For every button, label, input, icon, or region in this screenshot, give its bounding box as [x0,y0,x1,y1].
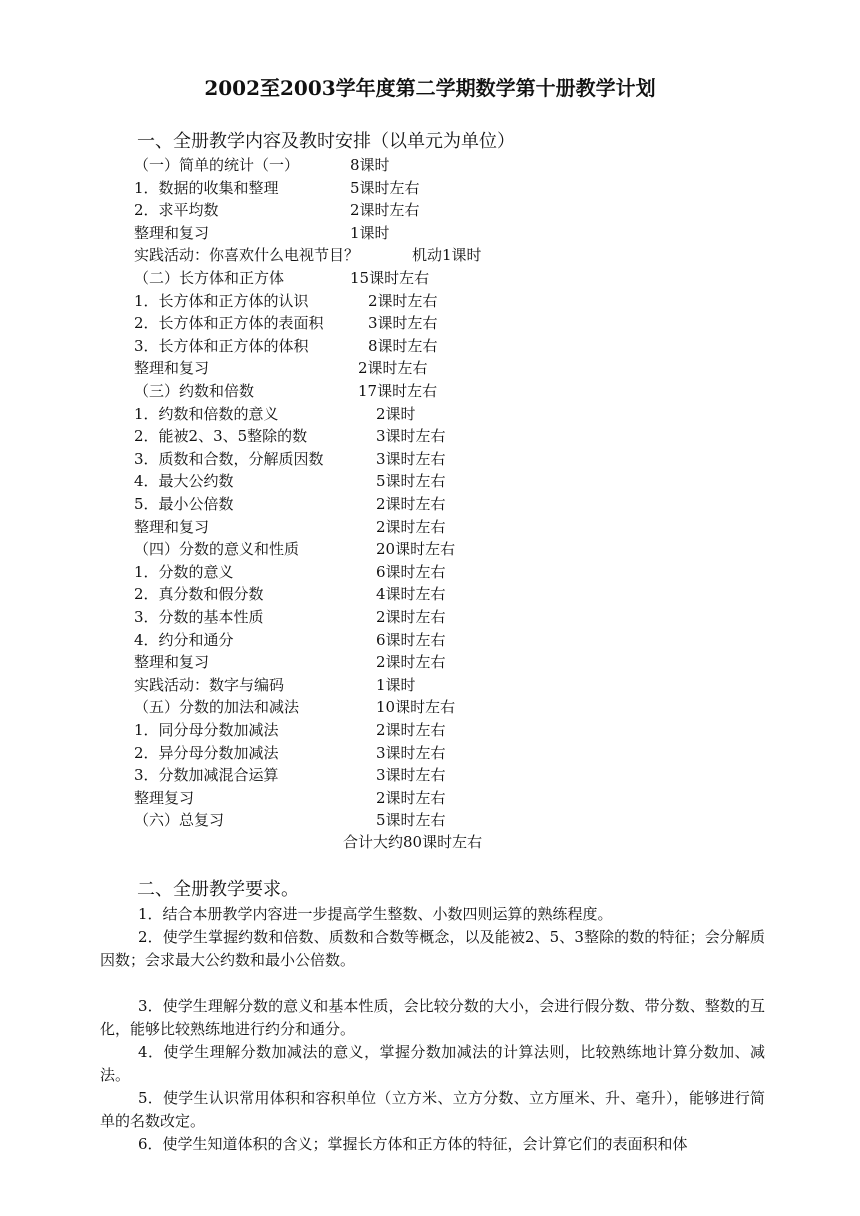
schedule-row-hours: 5课时左右 [376,472,446,490]
schedule-row-hours: 3课时左右 [376,766,446,784]
schedule-row-label: 2．长方体和正方体的表面积 [134,314,324,332]
schedule-row-hours: 2课时左右 [376,608,446,626]
schedule-row-label: 2．真分数和假分数 [134,585,264,603]
schedule-row-label: （一）简单的统计（一） [134,156,300,174]
schedule-row-hours: 1课时 [350,224,390,242]
schedule-row-label: 整理和复习 [134,518,210,536]
schedule-row-hours: 3课时左右 [376,427,446,445]
schedule-row-label: （二）长方体和正方体 [134,269,285,287]
schedule-row-label: 2．求平均数 [134,201,219,219]
schedule-row-hours: 15课时左右 [350,269,430,287]
schedule-row-hours: 3课时左右 [376,450,446,468]
schedule-row-label: （六）总复习 [134,811,225,829]
requirement-paragraph-2: 2．使学生掌握约数和倍数、质数和合数等概念，以及能被2、5、3整除的数的特征；会分解质因数；会求最大公约数和最小公倍数。 [100,928,765,969]
schedule-row-label: 3．质数和合数，分解质因数 [134,450,324,468]
schedule-row-label: 3．分数加减混合运算 [134,766,279,784]
schedule-row-label: 整理复习 [134,789,195,807]
schedule-row-label: 1．长方体和正方体的认识 [134,292,309,310]
schedule-row-hours: 2课时左右 [376,721,446,739]
schedule-row-label: 整理和复习 [134,653,210,671]
schedule-row-hours: 5课时左右 [376,811,446,829]
schedule-row-hours: 2课时左右 [376,653,446,671]
schedule-row-hours: 机动1课时 [412,246,482,264]
requirement-paragraph-4: 4．使学生理解分数加减法的意义，掌握分数加减法的计算法则，比较熟练地计算分数加、减法。 [100,1043,765,1084]
schedule-row-label: 1．约数和倍数的意义 [134,405,279,423]
schedule-row-hours: 20课时左右 [376,540,456,558]
schedule-row-hours: 1课时 [376,676,416,694]
requirement-paragraph-1: 1．结合本册教学内容进一步提高学生整数、小数四则运算的熟练程度。 [138,905,613,923]
schedule-row-label: 整理和复习 [134,224,210,242]
schedule-row-label: （五）分数的加法和减法 [134,698,300,716]
schedule-row-hours: 3课时左右 [376,744,446,762]
schedule-total: 合计大约80课时左右 [343,833,483,851]
schedule-row-label: 1．同分母分数加减法 [134,721,279,739]
schedule-row-label: 实践活动：数字与编码 [134,676,285,694]
schedule-row-hours: 5课时左右 [350,179,420,197]
schedule-row-label: 1．分数的意义 [134,563,234,581]
schedule-row-hours: 2课时 [376,405,416,423]
schedule-row-hours: 2课时左右 [358,359,428,377]
schedule-row-hours: 2课时左右 [368,292,438,310]
schedule-row-hours: 2课时左右 [376,518,446,536]
schedule-row-hours: 2课时左右 [376,789,446,807]
schedule-row-hours: 4课时左右 [376,585,446,603]
schedule-row-hours: 8课时 [350,156,390,174]
schedule-row-label: （三）约数和倍数 [134,382,255,400]
schedule-row-label: （四）分数的意义和性质 [134,540,300,558]
requirement-paragraph-5: 5．使学生认识常用体积和容积单位（立方米、立方分数、立方厘米、升、毫升），能够进行简单的名数改定。 [100,1089,765,1130]
schedule-row-hours: 10课时左右 [376,698,456,716]
schedule-row-label: 1．数据的收集和整理 [134,179,279,197]
section-2-heading: 二、全册教学要求。 [137,879,299,900]
section-1-heading: 一、全册教学内容及教时安排（以单元为单位） [137,131,515,152]
schedule-row-label: 5．最小公倍数 [134,495,234,513]
requirement-paragraph-6: 6．使学生知道体积的含义；掌握长方体和正方体的特征，会计算它们的表面积和体 [138,1135,688,1153]
schedule-row-label: 4．最大公约数 [134,472,234,490]
schedule-row-label: 3．分数的基本性质 [134,608,264,626]
requirement-paragraph-3: 3．使学生理解分数的意义和基本性质，会比较分数的大小，会进行假分数、带分数、整数的互化，能够比较熟练地进行约分和通分。 [100,997,765,1038]
schedule-row-label: 4．约分和通分 [134,631,234,649]
schedule-row-label: 3．长方体和正方体的体积 [134,337,309,355]
schedule-row-label: 整理和复习 [134,359,210,377]
schedule-row-hours: 3课时左右 [368,314,438,332]
schedule-row-hours: 2课时左右 [350,201,420,219]
schedule-row-hours: 6课时左右 [376,631,446,649]
schedule-row-hours: 8课时左右 [368,337,438,355]
schedule-row-label: 2．能被2、3、5整除的数 [134,427,308,445]
schedule-row-label: 2．异分母分数加减法 [134,744,279,762]
schedule-row-hours: 6课时左右 [376,563,446,581]
schedule-row-hours: 17课时左右 [358,382,438,400]
document-title: 2002至2003学年度第二学期数学第十册教学计划 [204,76,656,100]
schedule-row-hours: 2课时左右 [376,495,446,513]
schedule-row-label: 实践活动：你喜欢什么电视节目？ [134,246,360,264]
